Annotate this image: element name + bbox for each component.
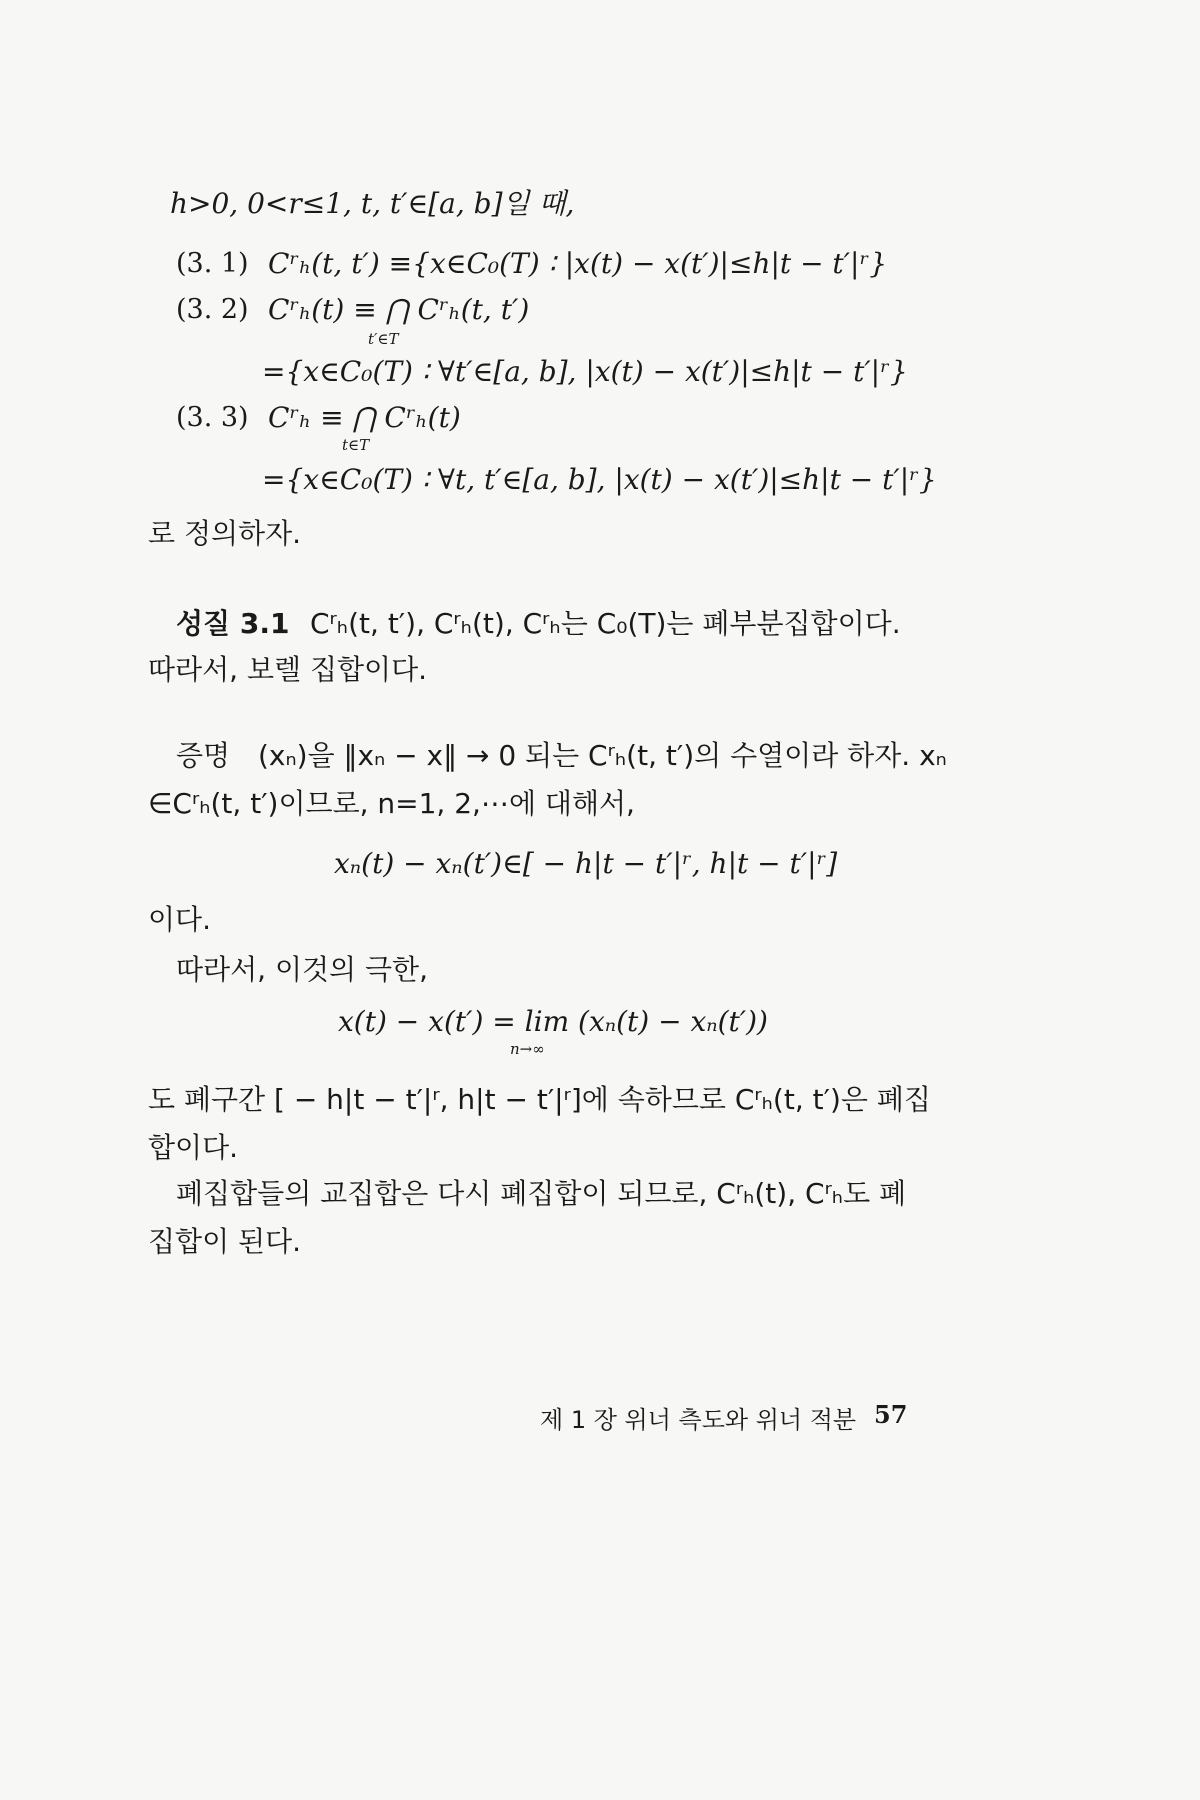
proof-line7: 폐집합들의 교집합은 다시 폐집합이 되므로, Cʳₕ(t), Cʳₕ도 폐 bbox=[176, 1177, 907, 1210]
equation-3-2-subscript: t′∈T bbox=[368, 330, 399, 348]
intro-condition: h>0, 0<r≤1, t, t′∈[a, b]일 때, bbox=[170, 187, 575, 220]
equation-label-3-3: (3. 3) bbox=[176, 402, 249, 433]
equation-label-3-2: (3. 2) bbox=[176, 294, 249, 325]
equation-label-3-1: (3. 1) bbox=[176, 248, 249, 279]
proof-display-equation-2: x(t) − x(t′) = lim (xₙ(t) − xₙ(t′)) bbox=[338, 1005, 768, 1038]
property-statement-line2: 따라서, 보렐 집합이다. bbox=[148, 653, 428, 686]
limit-subscript: n→∞ bbox=[510, 1040, 545, 1058]
proof-display-equation-1: xₙ(t) − xₙ(t′)∈[ − h|t − t′|ʳ, h|t − t′|ʳ] bbox=[334, 847, 838, 880]
equation-3-2: Cʳₕ(t) ≡ ⋂ Cʳₕ(t, t′) bbox=[268, 293, 530, 326]
definition-sentence: 로 정의하자. bbox=[148, 517, 302, 550]
proof-line6: 합이다. bbox=[148, 1131, 239, 1164]
property-statement: Cʳₕ(t, t′), Cʳₕ(t), Cʳₕ는 C₀(T)는 폐부분집합이다. bbox=[310, 607, 901, 640]
proof-line2: ∈Cʳₕ(t, t′)이므로, n=1, 2,⋯에 대해서, bbox=[148, 787, 635, 820]
equation-3-3: Cʳₕ ≡ ⋂ Cʳₕ(t) bbox=[268, 401, 461, 434]
equation-3-2-continued: ={x∈C₀(T) ∶ ∀t′∈[a, b], |x(t) − x(t′)|≤h|t − t′|ʳ} bbox=[262, 355, 908, 388]
equation-3-1: Cʳₕ(t, t′) ≡{x∈C₀(T) ∶ |x(t) − x(t′)|≤h|t − t′|ʳ} bbox=[268, 247, 888, 280]
proof-line4: 따라서, 이것의 극한, bbox=[176, 953, 428, 986]
running-footer-chapter: 제 1 장 위너 측도와 위너 적분 bbox=[540, 1406, 857, 1434]
page-number: 57 bbox=[874, 1400, 908, 1429]
property-label: 성질 3.1 bbox=[176, 607, 290, 640]
equation-3-3-continued: ={x∈C₀(T) ∶ ∀t, t′∈[a, b], |x(t) − x(t′)|≤h|t − t′|ʳ} bbox=[262, 463, 937, 496]
proof-line5: 도 폐구간 [ − h|t − t′|ʳ, h|t − t′|ʳ]에 속하므로 Cʳₕ(t, t′)은 폐집 bbox=[148, 1083, 931, 1116]
proof-line8: 집합이 된다. bbox=[148, 1225, 302, 1258]
equation-3-3-subscript: t∈T bbox=[342, 436, 370, 454]
proof-line3: 이다. bbox=[148, 903, 211, 936]
proof-line1: (xₙ)을 ‖xₙ − x‖ → 0 되는 Cʳₕ(t, t′)의 수열이라 하자. xₙ bbox=[258, 739, 947, 772]
proof-label: 증명 bbox=[176, 739, 231, 772]
